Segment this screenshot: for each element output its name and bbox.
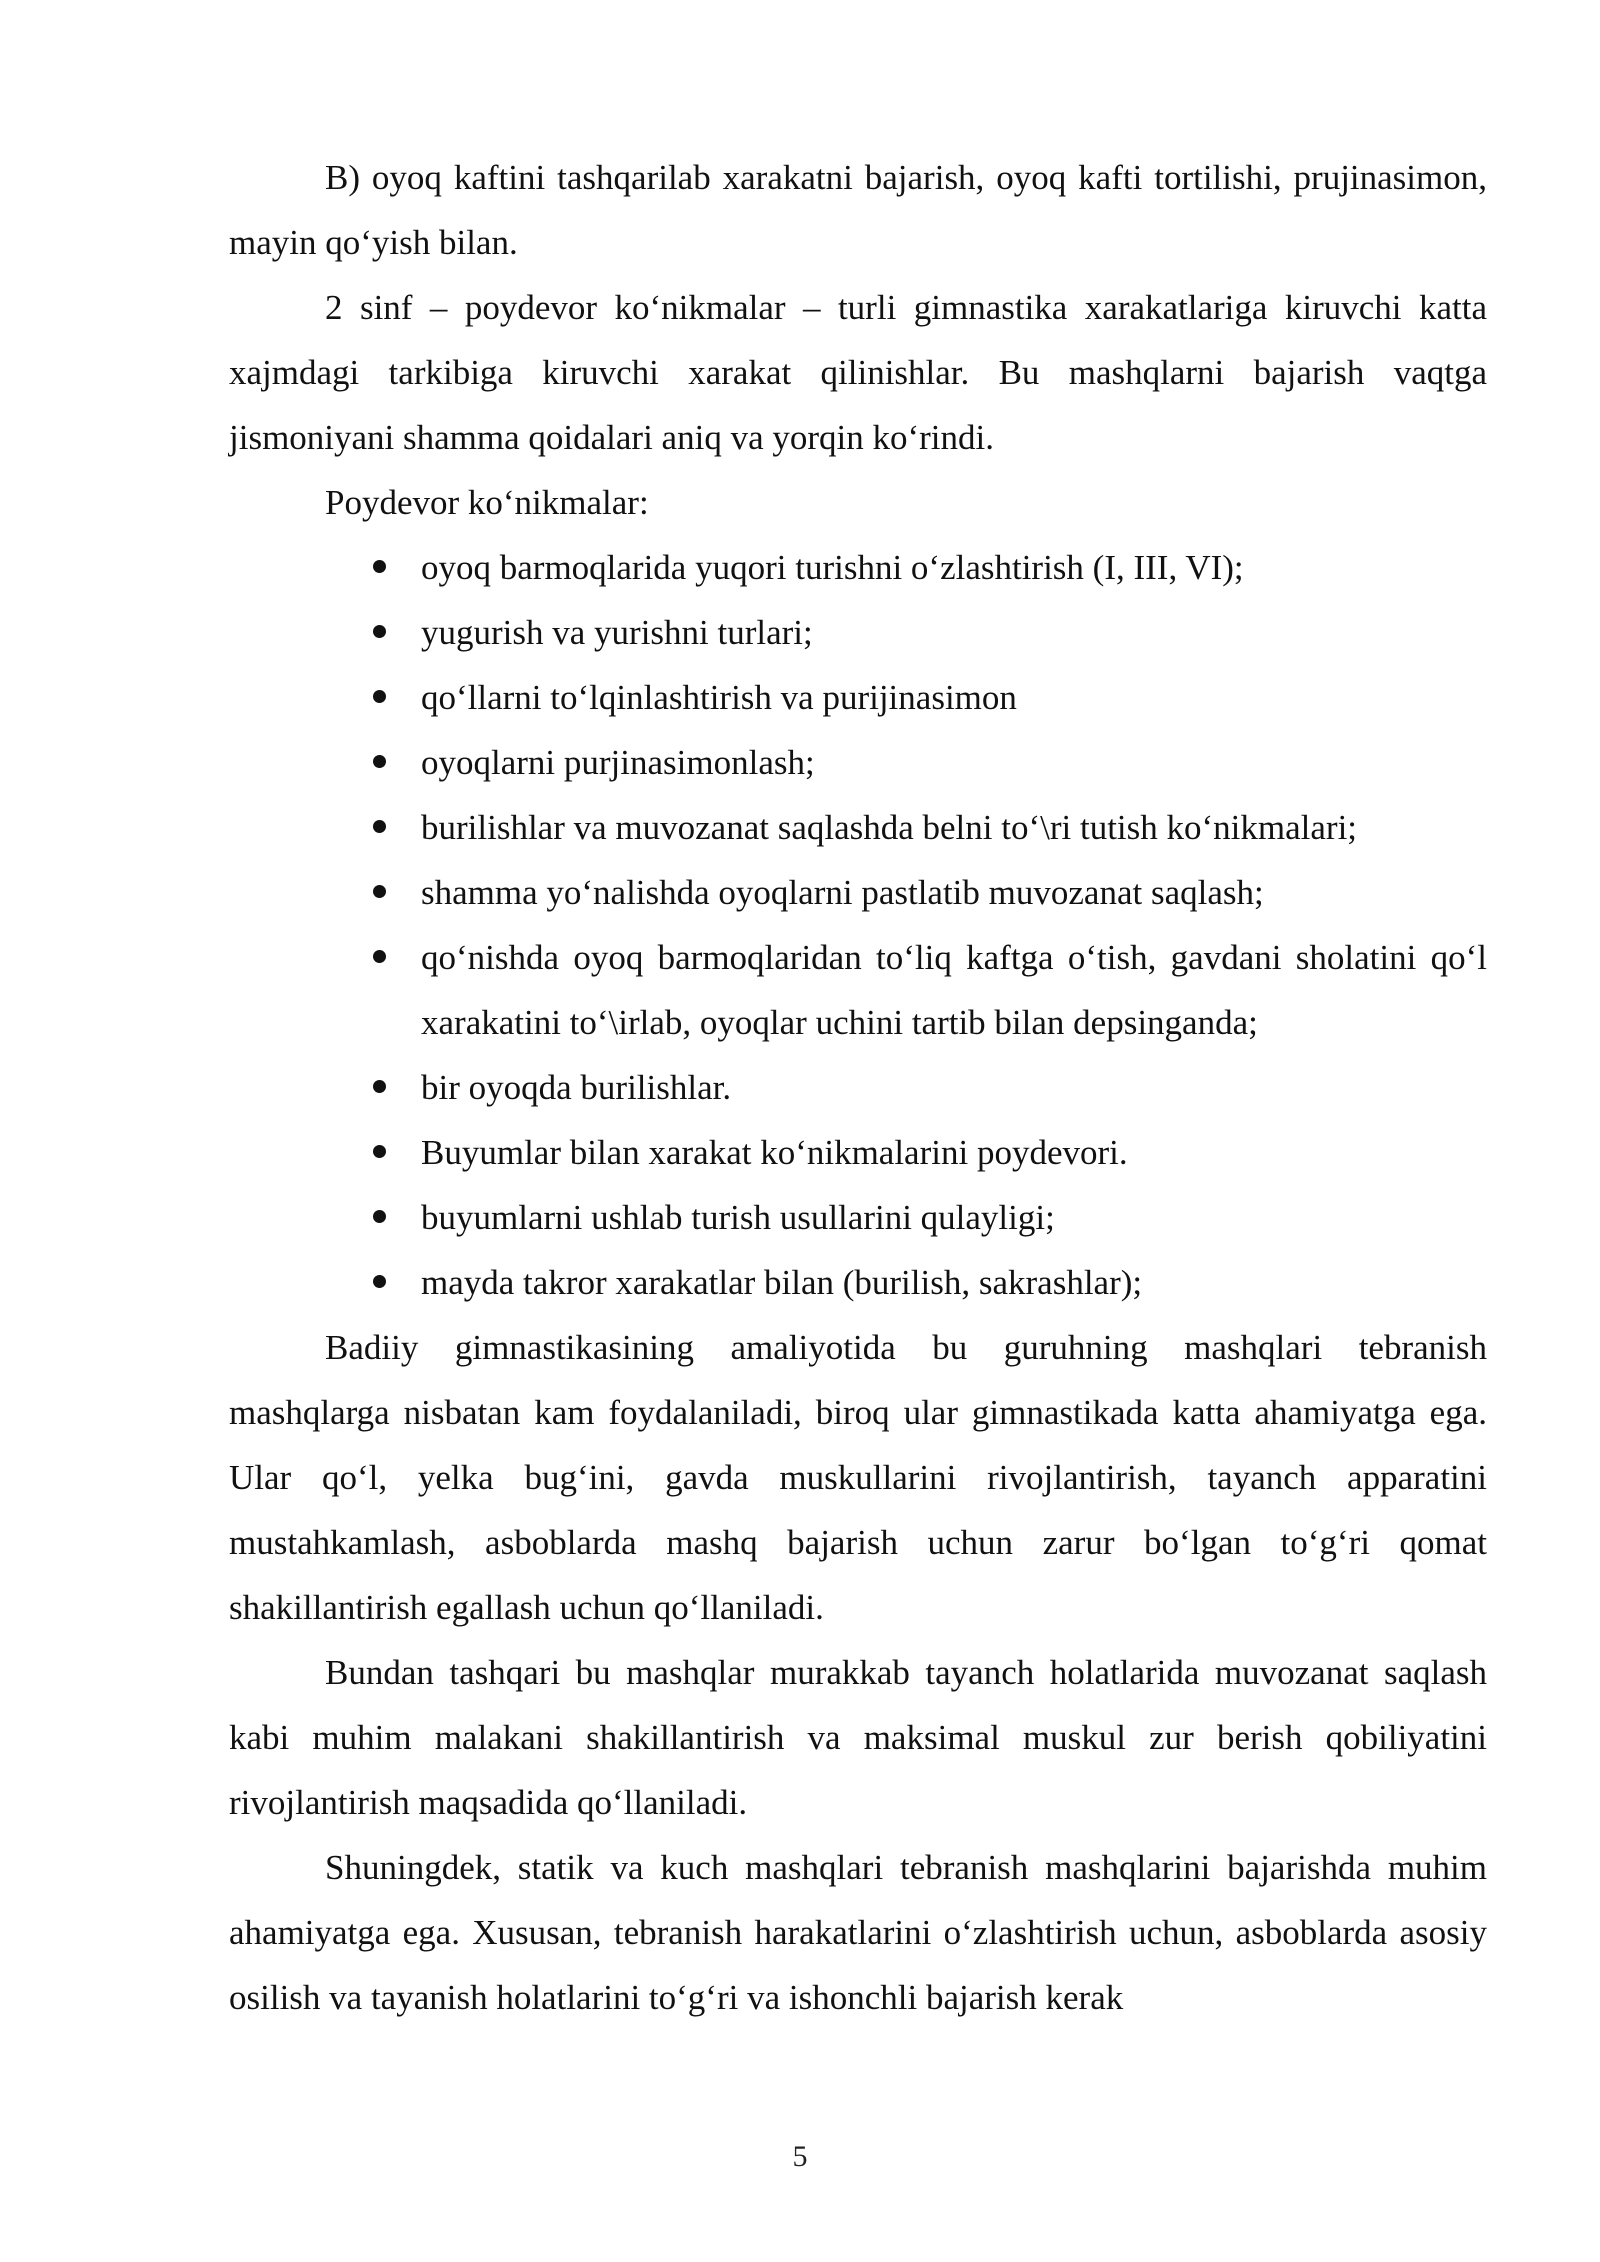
list-item: [421, 860, 1487, 925]
list-item: [421, 925, 1487, 1055]
paragraph-b-oyoq-kaftini: B) oyoq kaftini tashqarilab xarakatni bajarish, oyoq kafti tortilishi, prujinasimon, mayin qo‘yish bilan.: [229, 158, 1487, 262]
page-number: 5: [792, 2140, 808, 2173]
page-body: [229, 145, 1487, 2030]
list-item: [421, 665, 1487, 730]
bullet-icon: [373, 950, 386, 963]
list-item-text: bir oyoqda burilishlar.: [421, 1068, 732, 1107]
bullet-icon: [373, 885, 386, 898]
bullet-icon: [373, 625, 386, 638]
list-item: [421, 600, 1487, 665]
list-item-text: mayda takror xarakatlar bilan (burilish, sakrashlar);: [421, 1263, 1143, 1302]
bullet-list: [229, 535, 1487, 1315]
paragraph-shuningdek: Shuningdek, statik va kuch mashqlari tebranish mashqlarini bajarishda muhim ahamiyatga ega. Xususan, tebranish harakatlarini o‘zlashtirish uchun, asboblarda asosiy osilish va tayanish holatlarini to‘g‘ri va ishonchli bajarish kerak: [229, 1848, 1487, 2017]
list-item-text: buyumlarni ushlab turish usullarini qulayligi;: [421, 1198, 1055, 1237]
bullet-icon: [373, 820, 386, 833]
paragraph-badiiy-gimnastika: Badiiy gimnastikasining amaliyotida bu guruhning mashqlari tebranish mashqlarga nisbatan kam foydalaniladi, biroq ular gimnastikada katta ahamiyatga ega. Ular qo‘l, yelka bug‘ini, gavda muskullarini rivojlantirish, tayanch apparatini mustahkamlash, asboblarda mashq bajarish uchun zarur bo‘lgan to‘g‘ri qomat shakillantirish egallash uchun qo‘llaniladi.: [229, 1328, 1487, 1627]
list-item: [421, 1185, 1487, 1250]
bullet-icon: [373, 1080, 386, 1093]
list-item-text: qo‘nishda oyoq barmoqlaridan to‘liq kaftga o‘tish, gavdani sholatini qo‘l xarakatini to‘\irlab, oyoqlar uchini tartib bilan depsinganda;: [421, 938, 1487, 1042]
bullet-icon: [373, 690, 386, 703]
list-item-text: oyoq barmoqlarida yuqori turishni o‘zlashtirish (I, III, VI);: [421, 548, 1244, 587]
list-item-text: qo‘llarni to‘lqinlashtirish va purijinasimon: [421, 678, 1017, 717]
paragraph-2-sinf: 2 sinf – poydevor ko‘nikmalar – turli gimnastika xarakatlariga kiruvchi katta xajmdagi tarkibiga kiruvchi xarakat qilinishlar. Bu mashqlarni bajarish vaqtga jismoniyani shamma qoidalari aniq va yorqin ko‘rindi.: [229, 288, 1487, 457]
list-item-text: yugurish va yurishni turlari;: [421, 613, 813, 652]
list-item-text: Buyumlar bilan xarakat ko‘nikmalarini poydevori.: [421, 1133, 1128, 1172]
list-item: [421, 1120, 1487, 1185]
bullet-icon: [373, 1275, 386, 1288]
bullet-icon: [373, 560, 386, 573]
bullet-icon: [373, 755, 386, 768]
list-item-text: shamma yo‘nalishda oyoqlarni pastlatib muvozanat saqlash;: [421, 873, 1264, 912]
bullet-icon: [373, 1210, 386, 1223]
paragraph-bundan-tashqari: Bundan tashqari bu mashqlar murakkab tayanch holatlarida muvozanat saqlash kabi muhim malakani shakillantirish va maksimal muskul zur berish qobiliyatini rivojlantirish maqsadida qo‘llaniladi.: [229, 1653, 1487, 1822]
list-item-text: burilishlar va muvozanat saqlashda belni to‘\ri tutish ko‘nikmalari;: [421, 808, 1358, 847]
list-item: [421, 795, 1487, 860]
list-item: [421, 535, 1487, 600]
bullet-icon: [373, 1145, 386, 1158]
list-item-text: oyoqlarni purjinasimonlash;: [421, 743, 815, 782]
list-item: [421, 1250, 1487, 1315]
list-item: [421, 730, 1487, 795]
list-item: [421, 1055, 1487, 1120]
paragraph-poydevor-heading: Poydevor ko‘nikmalar:: [325, 483, 649, 522]
